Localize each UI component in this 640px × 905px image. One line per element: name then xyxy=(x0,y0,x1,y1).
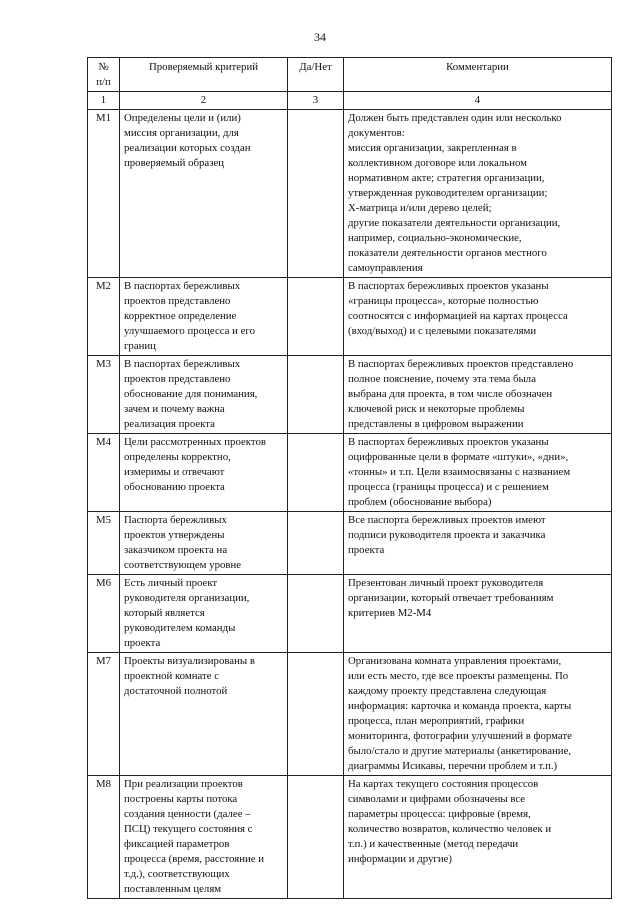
comment-line: самоуправления xyxy=(348,262,423,274)
criterion-line: проекта xyxy=(124,637,161,649)
comment-cell xyxy=(344,356,612,434)
table-row xyxy=(88,575,612,653)
comment-line: нормативном акте; стратегия организации, xyxy=(348,172,545,184)
criterion-line: Паспорта бережливых xyxy=(124,514,227,526)
criterion-line: Есть личный проект xyxy=(124,577,218,589)
comment-line: Презентован личный проект руководителя xyxy=(348,577,544,589)
table-row xyxy=(88,434,612,512)
comment-line: или есть место, где все проекты размещены. По xyxy=(348,670,569,682)
criterion-line: процесса (время, расстояние и xyxy=(124,853,265,865)
criterion-line: При реализации проектов xyxy=(124,778,243,790)
criterion-line: обоснованию проекта xyxy=(124,481,225,493)
comment-line: символами и цифрами обозначены все xyxy=(348,793,526,805)
criterion-line: миссия организации, для xyxy=(124,127,239,139)
comment-line: миссия организации, закрепленная в xyxy=(348,142,517,154)
criterion-line: зачем и почему важна xyxy=(124,403,225,415)
comment-line: «границы процесса», которые полностью xyxy=(348,295,539,307)
comment-line: документов: xyxy=(348,127,405,139)
comment-line: ключевой риск и некоторые проблемы xyxy=(348,403,525,415)
criterion-line: обоснование для понимания, xyxy=(124,388,258,400)
table-row xyxy=(88,776,612,899)
criterion-line: проектов представлено xyxy=(124,295,231,307)
criteria-table xyxy=(87,57,612,899)
criterion-line: достаточной полнотой xyxy=(124,685,228,697)
comment-line: проблем (обоснование выбора) xyxy=(348,496,492,508)
table-row xyxy=(88,653,612,776)
row-id: М3 xyxy=(88,356,120,434)
comment-line: В паспортах бережливых проектов указаны xyxy=(348,436,549,448)
criterion-line: границ xyxy=(124,340,156,352)
criterion-line: реализация проекта xyxy=(124,418,215,430)
comment-line: Х-матрица и/или дерево целей; xyxy=(348,202,492,214)
row-id: М6 xyxy=(88,575,120,653)
criterion-line: реализации которых создан xyxy=(124,142,251,154)
criterion-line: улучшаемого процесса и его xyxy=(124,325,255,337)
yes-no-cell xyxy=(288,512,344,575)
criterion-line: руководителя организации, xyxy=(124,592,250,604)
table-header-row xyxy=(88,58,612,92)
criterion-cell xyxy=(120,575,288,653)
criterion-cell xyxy=(120,776,288,899)
comment-line: процесса, план мероприятий, графики xyxy=(348,715,525,727)
comment-line: информация: карточка и команда проекта, карты xyxy=(348,700,572,712)
comment-cell xyxy=(344,653,612,776)
comment-line: организации, который отвечает требованиям xyxy=(348,592,554,604)
criterion-cell xyxy=(120,434,288,512)
criterion-line: Проекты визуализированы в xyxy=(124,655,255,667)
table-row xyxy=(88,356,612,434)
header-criterion: Проверяемый критерий xyxy=(120,58,288,92)
row-id: М8 xyxy=(88,776,120,899)
column-index: 1 xyxy=(88,92,120,110)
criterion-cell xyxy=(120,278,288,356)
row-id: М2 xyxy=(88,278,120,356)
criterion-line: заказчиком проекта на xyxy=(124,544,228,556)
comment-line: (вход/выход) и с целевыми показателями xyxy=(348,325,537,337)
criterion-line: ПСЦ) текущего состояния с xyxy=(124,823,253,835)
comment-cell xyxy=(344,434,612,512)
comment-line: подписи руководителя проекта и заказчика xyxy=(348,529,546,541)
table-row xyxy=(88,110,612,278)
yes-no-cell xyxy=(288,434,344,512)
criterion-cell xyxy=(120,512,288,575)
comment-line: коллективном договоре или локальном xyxy=(348,157,527,169)
comment-line: «тонны» и т.п. Цели взаимосвязаны с названием xyxy=(348,466,571,478)
comment-line: В паспортах бережливых проектов указаны xyxy=(348,280,549,292)
comment-line: т.п.) и качественные (метод передачи xyxy=(348,838,519,850)
criterion-line: соответствующем уровне xyxy=(124,559,242,571)
criterion-line: проектов утверждены xyxy=(124,529,225,541)
comment-line: было/стало и другие материалы (анкетирование, xyxy=(348,745,572,757)
comment-line: оцифрованные цели в формате «штуки», «дни», xyxy=(348,451,569,463)
criterion-line: проектной комнате с xyxy=(124,670,219,682)
criterion-line: Цели рассмотренных проектов xyxy=(124,436,266,448)
criterion-cell xyxy=(120,110,288,278)
comment-line: соотносятся с информацией на картах процесса xyxy=(348,310,568,322)
header-comments: Комментарии xyxy=(344,58,612,92)
comment-cell xyxy=(344,776,612,899)
row-id: М4 xyxy=(88,434,120,512)
row-id: М1 xyxy=(88,110,120,278)
criterion-line: Определены цели и (или) xyxy=(124,112,241,124)
row-id: М7 xyxy=(88,653,120,776)
header-num: № п/п xyxy=(88,58,120,92)
criterion-line: определены корректно, xyxy=(124,451,231,463)
criterion-line: В паспортах бережливых xyxy=(124,358,241,370)
criterion-line: руководителем команды xyxy=(124,622,236,634)
yes-no-cell xyxy=(288,776,344,899)
comment-line: информации и другие) xyxy=(348,853,452,865)
criterion-line: корректное определение xyxy=(124,310,237,322)
comment-line: критериев М2-М4 xyxy=(348,607,432,619)
criterion-line: поставленным целям xyxy=(124,883,222,895)
criterion-line: т.д.), соответствующих xyxy=(124,868,230,880)
comment-line: выбрана для проекта, в том числе обозначен xyxy=(348,388,553,400)
comment-line: В паспортах бережливых проектов представлено xyxy=(348,358,574,370)
comment-line: процесса (границы процесса) и с решением xyxy=(348,481,549,493)
yes-no-cell xyxy=(288,278,344,356)
criterion-line: измеримы и отвечают xyxy=(124,466,225,478)
yes-no-cell xyxy=(288,575,344,653)
comment-line: представлены в цифровом выражении xyxy=(348,418,524,430)
table-body xyxy=(88,110,612,899)
table-row xyxy=(88,278,612,356)
comment-line: другие показатели деятельности организации, xyxy=(348,217,561,229)
header-yes-no: Да/Нет xyxy=(288,58,344,92)
comment-cell xyxy=(344,575,612,653)
criterion-line: создания ценности (далее – xyxy=(124,808,251,820)
comment-cell xyxy=(344,110,612,278)
criterion-cell xyxy=(120,653,288,776)
yes-no-cell xyxy=(288,653,344,776)
comment-line: полное пояснение, почему эта тема была xyxy=(348,373,536,385)
comment-line: диаграммы Исикавы, перечни проблем и т.п.) xyxy=(348,760,558,772)
yes-no-cell xyxy=(288,110,344,278)
comment-line: мониторинга, фотографии улучшений в формате xyxy=(348,730,572,742)
comment-line: каждому проекту представлена следующая xyxy=(348,685,547,697)
comment-line: утвержденная руководителем организации; xyxy=(348,187,548,199)
criterion-line: В паспортах бережливых xyxy=(124,280,241,292)
comment-cell xyxy=(344,512,612,575)
criterion-cell xyxy=(120,356,288,434)
comment-cell xyxy=(344,278,612,356)
comment-line: показатели деятельности органов местного xyxy=(348,247,547,259)
column-index: 4 xyxy=(344,92,612,110)
criterion-line: проектов представлено xyxy=(124,373,231,385)
comment-line: Все паспорта бережливых проектов имеют xyxy=(348,514,546,526)
criterion-line: который является xyxy=(124,607,205,619)
row-id: М5 xyxy=(88,512,120,575)
comment-line: На картах текущего состояния процессов xyxy=(348,778,539,790)
yes-no-cell xyxy=(288,356,344,434)
comment-line: например, социально-экономические, xyxy=(348,232,522,244)
criterion-line: проверяемый образец xyxy=(124,157,225,169)
criterion-line: фиксацией параметров xyxy=(124,838,230,850)
column-index-row xyxy=(88,92,612,110)
comment-line: количество возвратов, количество человек и xyxy=(348,823,552,835)
table-row xyxy=(88,512,612,575)
criterion-line: построены карты потока xyxy=(124,793,238,805)
comment-line: проекта xyxy=(348,544,385,556)
comment-line: Организована комната управления проектами, xyxy=(348,655,562,667)
page-number: 34 xyxy=(314,30,326,44)
comment-line: параметры процесса: цифровые (время, xyxy=(348,808,531,820)
column-index: 3 xyxy=(288,92,344,110)
comment-line: Должен быть представлен один или несколько xyxy=(348,112,562,124)
column-index: 2 xyxy=(120,92,288,110)
